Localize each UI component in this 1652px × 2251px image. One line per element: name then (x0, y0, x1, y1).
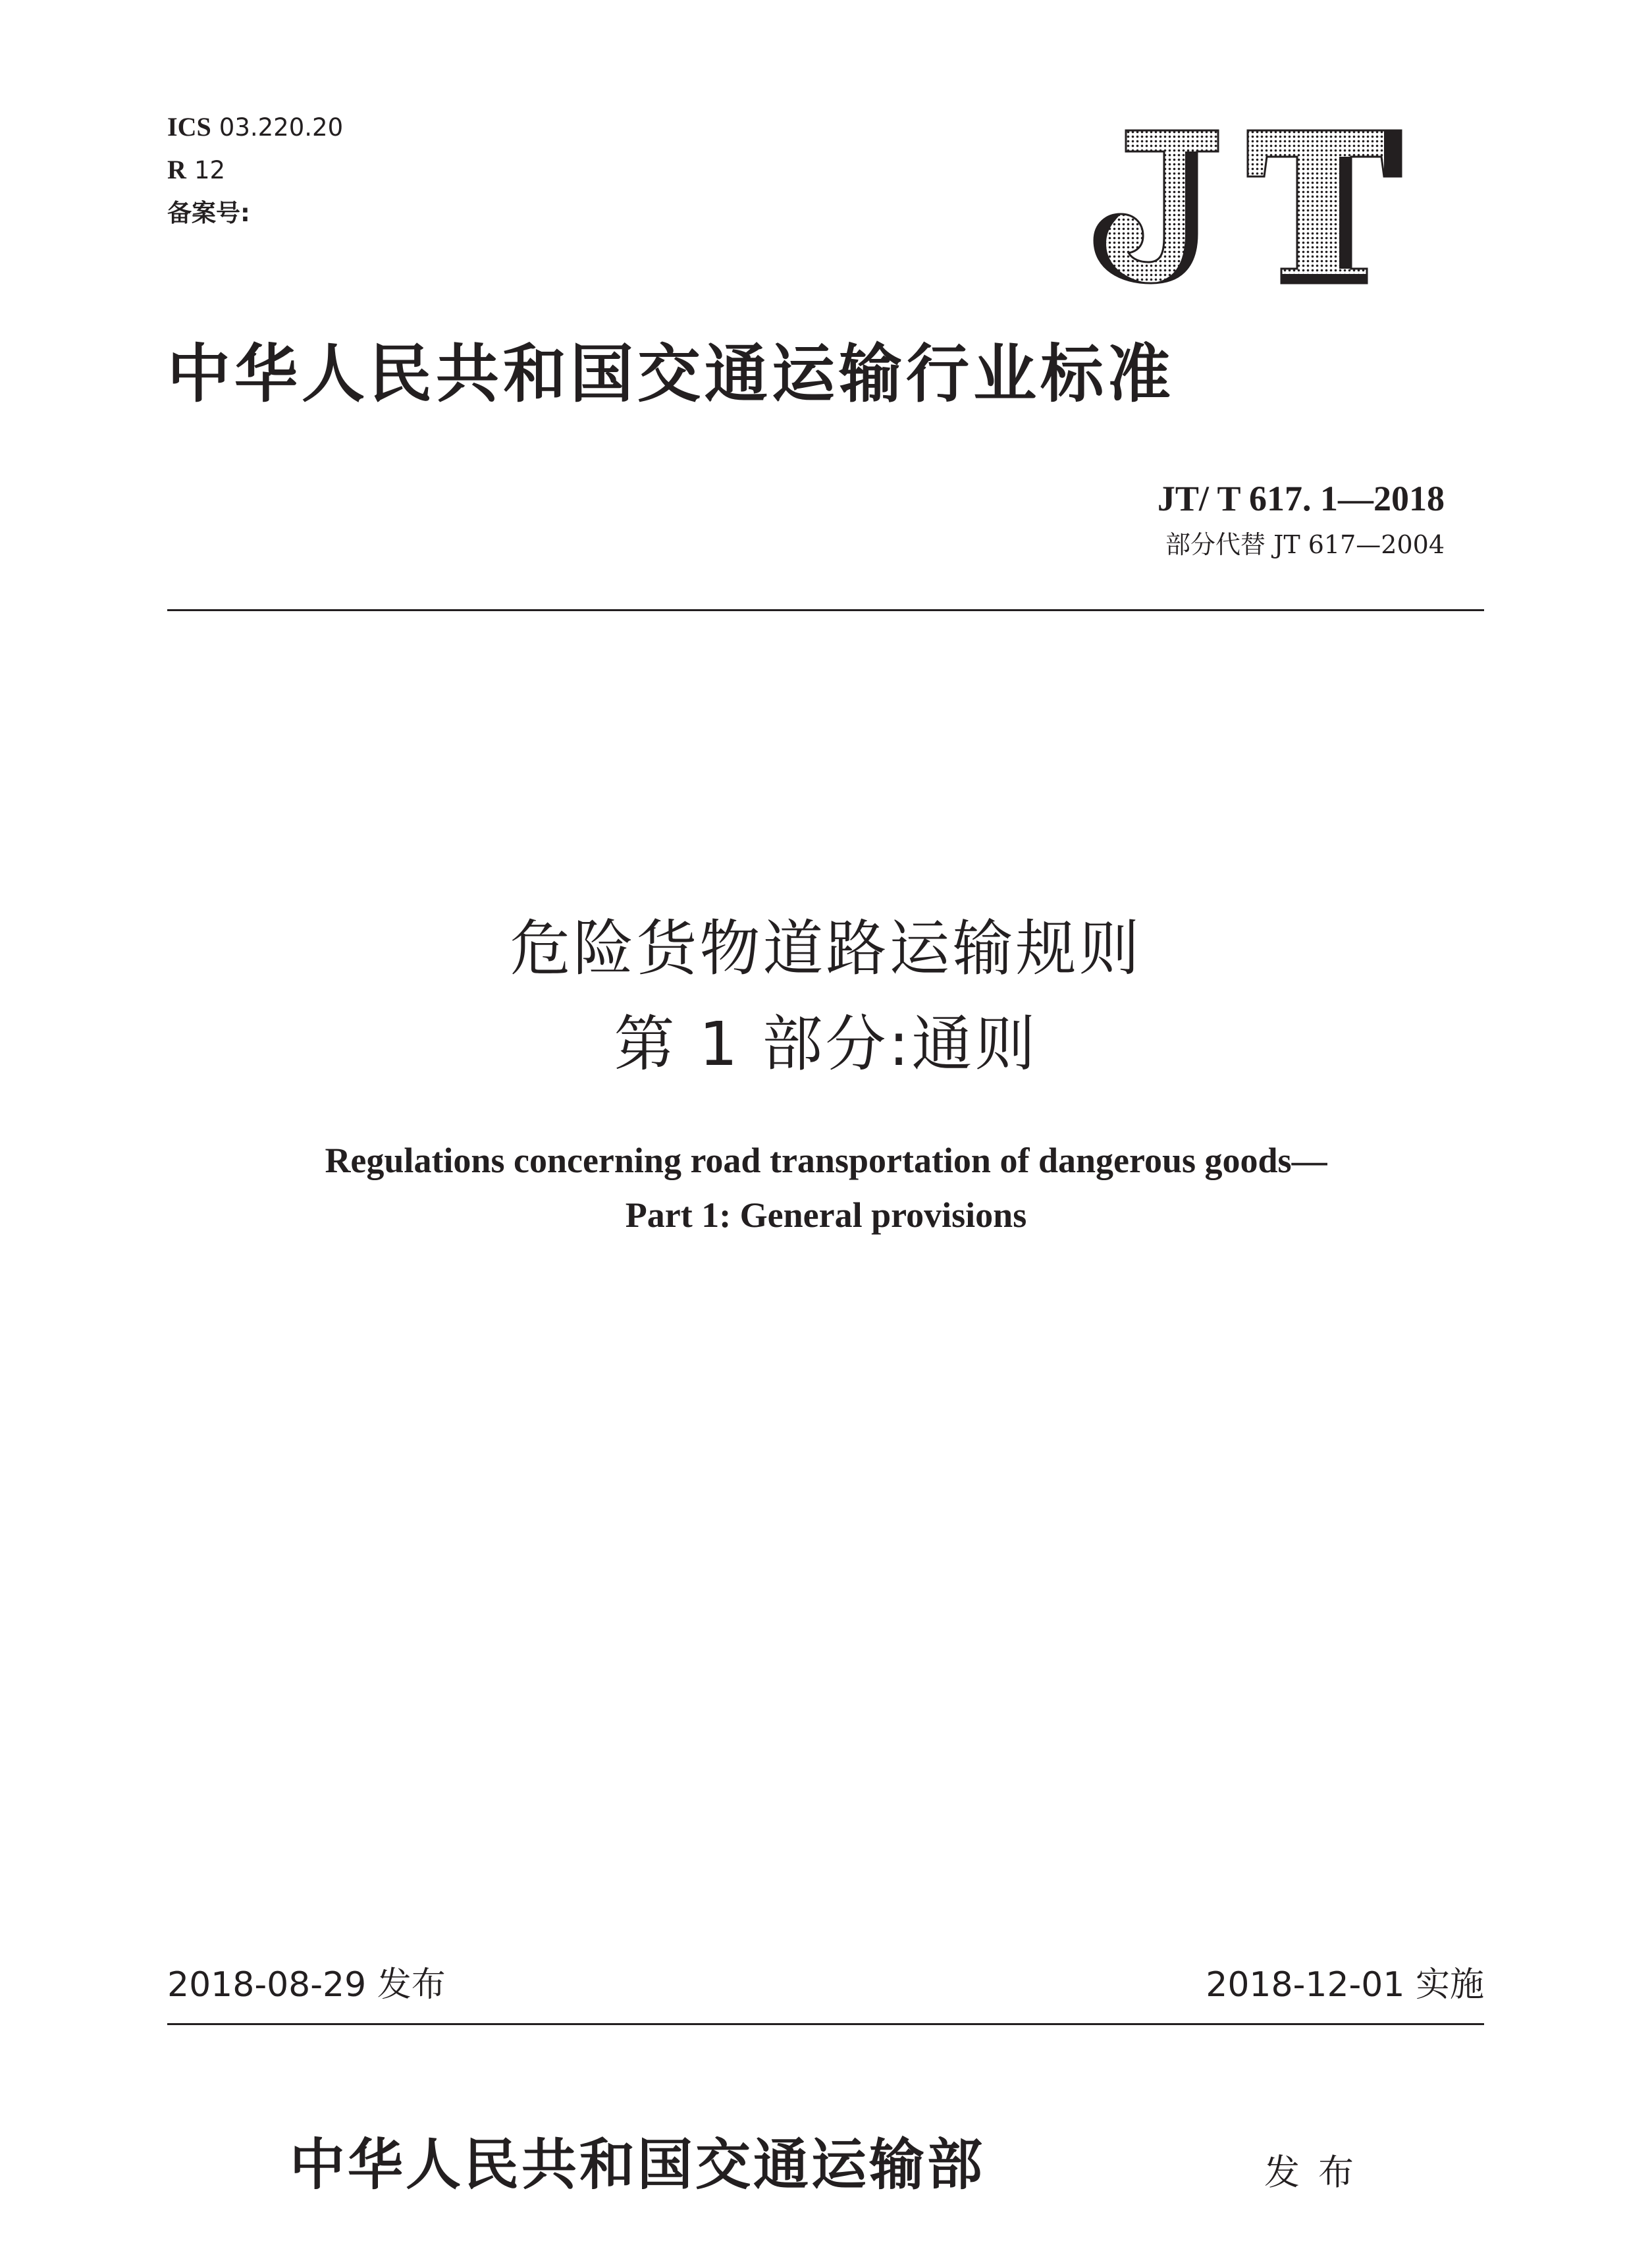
title-chinese-line2: 第 1 部分:通则 (614, 1009, 1038, 1079)
ccs-value: 12 (194, 156, 226, 184)
issuing-authority: 中华人民共和国交通运输部 (290, 2132, 986, 2197)
issue-action: 发布 (1264, 2152, 1372, 2193)
title-chinese-line1: 危险货物道路运输规则 (510, 913, 1142, 984)
standard-category-title: 中华人民共和国交通运输行业标准 (167, 337, 1175, 411)
logo-letter-t (1248, 130, 1401, 283)
logo-letter-j (1094, 130, 1218, 283)
filing-number-label: 备案号: (167, 199, 250, 227)
title-english-line2: Part 1: General provisions (625, 1195, 1027, 1235)
standard-number: JT/ T 617. 1—2018 (1157, 479, 1445, 518)
jt-logo (1080, 125, 1409, 290)
ics-value: 03.220.20 (219, 113, 344, 142)
ics-label: ICS (167, 112, 211, 142)
effective-date: 2018-12-01 实施 (1206, 1965, 1484, 2005)
replaces-note: 部分代替 JT 617—2004 (1165, 530, 1445, 559)
ccs-label: R (167, 155, 186, 184)
top-divider (167, 609, 1484, 611)
title-english-line1: Regulations concerning road transportation of dangerous goods— (325, 1141, 1327, 1180)
bottom-divider (167, 2023, 1484, 2025)
ccs-code (167, 157, 225, 183)
issue-date: 2018-08-29 发布 (167, 1965, 446, 2005)
ics-code (167, 114, 343, 140)
